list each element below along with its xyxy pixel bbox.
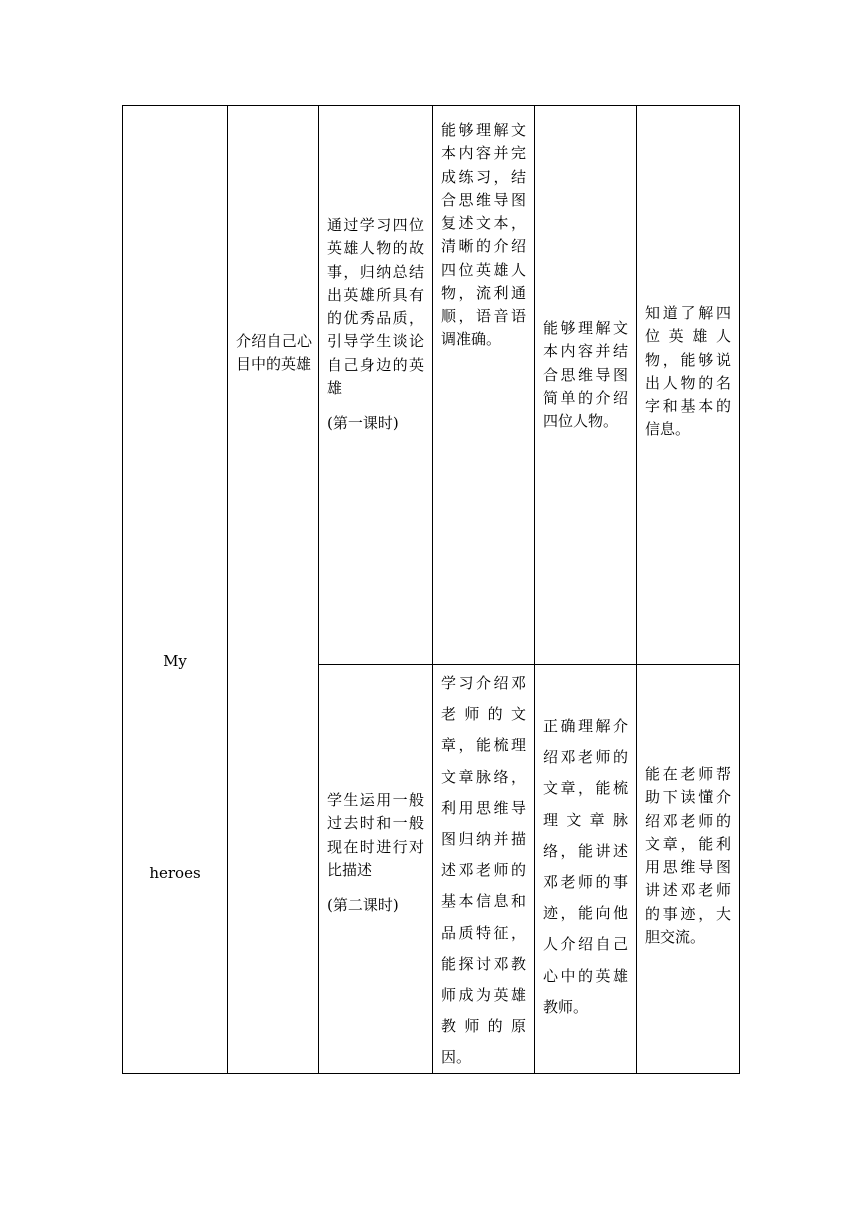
level-a-cell (433, 106, 535, 665)
unit-cell (123, 106, 228, 1074)
topic-cell (228, 106, 319, 1074)
level-c-text: 能在老师帮助下读懂介绍邓老师的文章，能利用思维导图讲述邓老师的事迹，大胆交流。 (645, 765, 731, 946)
level-c-cell (637, 665, 740, 1074)
level-c-text: 知道了解四位英雄人物，能够说出人物的名字和基本的信息。 (645, 304, 731, 439)
level-a-text: 学习介绍邓老师的文章，能梳理文章脉络，利用思维导图归纳并描述邓老师的基本信息和品质特征，能探讨邓教师成为英雄教师的原因。 (441, 674, 526, 1067)
goal-cell (319, 665, 433, 1074)
unit-title-line1: My (163, 652, 187, 670)
unit-title-line2: heroes (149, 864, 201, 882)
level-a-text: 能够理解文本内容并完成练习，结合思维导图复述文本，清晰的介绍四位英雄人物，流利通顺，语音语调准确。 (441, 121, 526, 349)
period-label: (第一课时) (327, 414, 399, 432)
period-label: (第二课时) (327, 896, 399, 914)
goal-cell (319, 106, 433, 665)
topic-text: 介绍自己心目中的英雄 (236, 332, 312, 374)
level-c-cell (637, 106, 740, 665)
goal-text: 学生运用一般过去时和一般现在时进行对比描述 (327, 791, 424, 879)
level-b-cell (535, 106, 637, 665)
table-row (123, 106, 740, 665)
level-b-text: 正确理解介绍邓老师的文章，能梳理文章脉络，能讲述邓老师的事迹，能向他人介绍自己心中的英雄教师。 (543, 717, 628, 1016)
goal-text: 通过学习四位英雄人物的故事，归纳总结出英雄所具有的优秀品质，引导学生谈论自己身边的英雄 (327, 216, 424, 397)
lesson-plan-table (122, 105, 740, 1074)
level-a-cell (433, 665, 535, 1074)
level-b-text: 能够理解文本内容并结合思维导图简单的介绍四位人物。 (543, 319, 628, 430)
level-b-cell (535, 665, 637, 1074)
